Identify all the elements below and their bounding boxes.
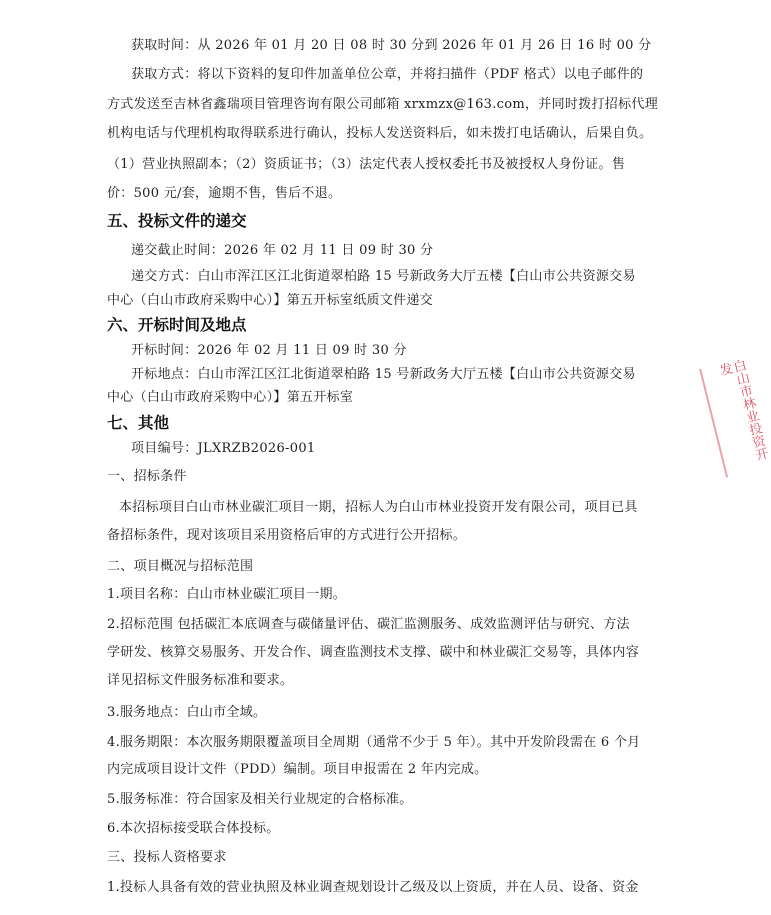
text-line-service-standard: 5.服务标准：符合国家及相关行业规定的合格标准。 (107, 792, 413, 807)
section-heading-5: 五、投标文件的递交 (107, 212, 247, 230)
text-line: 详见招标文件服务标准和要求。 (107, 673, 294, 688)
text-line: 内完成项目设计文件（PDD）编制。项目申报需在 2 年内完成。 (107, 762, 488, 777)
text-line: 本招标项目白山市林业碳汇项目一期，招标人为白山市林业投资开发有限公司，项目已具 (119, 500, 638, 515)
text-line: 中心（白山市政府采购中心）】第五开标室纸质文件递交 (107, 293, 434, 308)
subheading-tender-conditions: 一、招标条件 (107, 469, 187, 484)
text-line-project-name: 1.项目名称：白山市林业碳汇项目一期。 (107, 587, 347, 602)
text-line-acquire-time: 获取时间：从 2026 年 01 月 20 日 08 时 30 分到 2026 年 01 月 26 日 16 时 00 分 (131, 38, 652, 53)
company-seal-stamp (699, 358, 770, 478)
text-line-qualification-1: 1.投标人具备有效的营业执照及林业调查规划设计乙级及以上资质，并在人员、设备、资金 (107, 880, 639, 895)
seal-text: 白山市林业投资开发 (715, 357, 769, 463)
section-heading-6: 六、开标时间及地点 (107, 316, 247, 334)
project-number: 项目编号：JLXRZB2026-001 (131, 441, 316, 456)
text-line-consortium: 6.本次招标接受联合体投标。 (107, 821, 280, 836)
text-line-submit-deadline: 递交截止时间：2026 年 02 月 11 日 09 时 30 分 (131, 243, 434, 258)
subheading-project-overview: 二、项目概况与招标范围 (107, 559, 254, 574)
text-line-service-period: 4.服务期限：本次服务期限覆盖项目全周期（通常不少于 5 年）。其中开发阶段需在 6 个月 (107, 735, 641, 750)
text-line-submit-method: 递交方式：白山市浑江区江北街道翠柏路 15 号新政务大厅五楼【白山市公共资源交易 (131, 269, 636, 284)
text-line-open-time: 开标时间：2026 年 02 月 11 日 09 时 30 分 (131, 343, 407, 358)
text-line: 中心（白山市政府采购中心）】第五开标室 (107, 390, 354, 405)
text-line: 方式发送至吉林省鑫瑞项目管理咨询有限公司邮箱 xrxmzx@163.com，并同时拨打招标代理 (107, 97, 658, 112)
section-heading-7: 七、其他 (107, 414, 170, 432)
text-line-service-location: 3.服务地点：白山市全域。 (107, 705, 267, 720)
text-line: 机构电话与代理机构取得联系进行确认，投标人发送资料后，如未拨打电话确认，后果自负。 (107, 126, 653, 141)
text-line-open-place: 开标地点：白山市浑江区江北街道翠柏路 15 号新政务大厅五楼【白山市公共资源交易 (131, 367, 636, 382)
text-line-acquire-method: 获取方式：将以下资料的复印件加盖单位公章，并将扫描件（PDF 格式）以电子邮件的 (131, 67, 644, 82)
text-line: 备招标条件，现对该项目采用资格后审的方式进行公开招标。 (107, 528, 467, 543)
subheading-bidder-qualification: 三、投标人资格要求 (107, 850, 227, 865)
text-line: 价：500 元/套，逾期不售，售后不退。 (107, 186, 342, 201)
text-line-tender-scope: 2.招标范围 包括碳汇本底调查与碳储量评估、碳汇监测服务、成效监测评估与研究、方法 (107, 617, 630, 632)
text-line: （1）营业执照副本；（2）资质证书；（3）法定代表人授权委托书及被授权人身份证。售 (107, 157, 626, 172)
text-line: 学研发、核算交易服务、开发合作、调查监测技术支撑、碳中和林业碳汇交易等，具体内容 (107, 645, 640, 660)
